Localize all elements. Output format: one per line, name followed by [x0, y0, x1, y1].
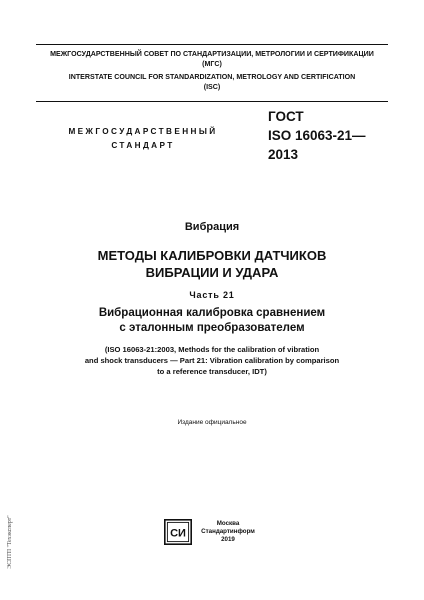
- iso-reference-line2: and shock transducers — Part 21: Vibration calibration by comparison: [84, 356, 340, 365]
- watermark-text: ЭСПТП "Техэксперт": [7, 515, 13, 569]
- council-name-ru: [36, 49, 388, 69]
- standard-designation: [268, 107, 398, 164]
- publisher-block: [200, 520, 256, 545]
- main-title-line1: МЕТОДЫ КАЛИБРОВКИ ДАТЧИКОВ: [97, 248, 327, 263]
- document-subject: Вибрация: [184, 221, 240, 233]
- standard-type-line1: МЕЖГОСУДАРСТВЕННЫЙ: [68, 127, 218, 136]
- document-part: Часть 21: [189, 290, 235, 300]
- document-subtitle: [20, 306, 404, 335]
- council-name-ru-line: МЕЖГОСУДАРСТВЕННЫЙ СОВЕТ ПО СТАНДАРТИЗАЦИИ, МЕТРОЛОГИИ И СЕРТИФИКАЦИИ: [50, 50, 374, 58]
- watermark: [6, 493, 14, 591]
- council-abbrev-en: (ISC): [203, 83, 221, 91]
- standard-year: 2013: [268, 147, 299, 162]
- subtitle-line2: с эталонным преобразователем: [119, 321, 305, 334]
- council-name-en: [36, 72, 388, 92]
- logo-letters: СИ: [170, 527, 186, 540]
- gost-label: ГОСТ: [268, 109, 304, 124]
- publisher-year: 2019: [221, 536, 235, 544]
- council-abbrev-ru: (МГС): [202, 60, 222, 68]
- edition-label: Издание официальное: [177, 419, 247, 426]
- header-bottom-rule: [36, 101, 388, 102]
- standard-type: [38, 125, 248, 153]
- iso-reference-line1: (ISO 16063-21:2003, Methods for the calibration of vibration: [104, 345, 320, 354]
- publisher-city: Москва: [216, 520, 240, 527]
- standard-type-line2: СТАНДАРТ: [111, 141, 175, 150]
- iso-reference: [20, 344, 404, 377]
- iso-reference-line3: to a reference transducer, IDT): [157, 367, 267, 376]
- publisher-name: Стандартинформ: [201, 528, 255, 536]
- standard-number: ISO 16063-21—: [268, 128, 366, 143]
- subtitle-line1: Вибрационная калибровка сравнением: [98, 307, 326, 319]
- council-name-en-line: INTERSTATE COUNCIL FOR STANDARDIZATION, METROLOGY AND CERTIFICATION: [68, 73, 356, 81]
- main-title-line2: ВИБРАЦИИ И УДАРА: [145, 265, 279, 280]
- header-top-rule: [36, 44, 388, 45]
- document-main-title: [20, 247, 404, 281]
- standartinform-logo-icon: [164, 519, 192, 545]
